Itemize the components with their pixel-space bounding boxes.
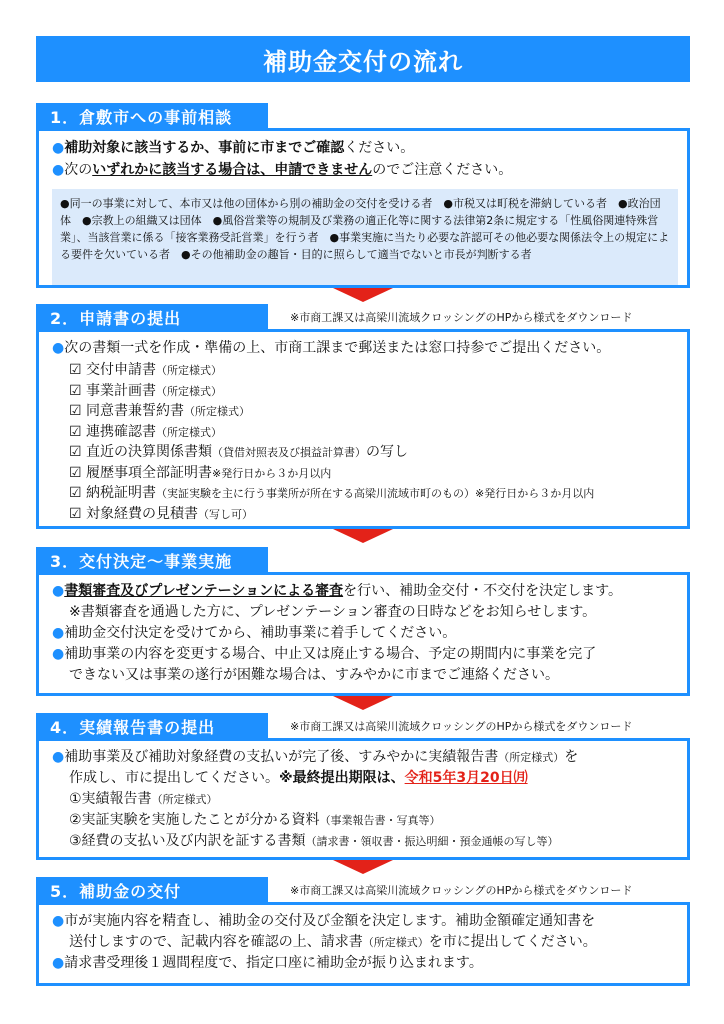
s5-line-1: [52, 911, 595, 931]
list-item: [69, 401, 250, 422]
s4-line-2: [69, 768, 528, 788]
s1-line-2-pre: 次の: [64, 162, 93, 178]
list-item-label: ☑ 事業計画書: [69, 382, 157, 399]
s3-line-1-bold: 書類審査及びプレゼンテーションによる審査: [64, 583, 344, 599]
list-item-sub: （所定様式）: [156, 364, 223, 377]
s3-line-2: ※書類審査を通過した方に、プレゼンテーション審査の日時などをお知らせします。: [69, 604, 597, 620]
s1-line-1-rest: ください。: [344, 140, 415, 156]
list-item-sub: （事業報告書・写真等）: [319, 814, 441, 827]
list-item-sub: （所定様式）: [184, 405, 251, 418]
s4-line-1-text: 補助事業及び補助対象経費の支払いが完了後、すみやかに実績報告書: [64, 749, 499, 765]
list-item-sub: （所定様式）: [151, 793, 218, 806]
list-item: [69, 360, 222, 381]
page-title: 補助金交付の流れ: [36, 36, 690, 82]
list-item-label: ☑ 交付申請書: [69, 362, 157, 378]
list-item: [69, 463, 331, 484]
bullet-icon: ●: [52, 583, 65, 599]
section-3-box: [36, 572, 690, 696]
s4-deadline-label: ※最終提出期限は、: [279, 770, 405, 786]
s4-deadline-date: 令和5年3月20日㈪: [404, 770, 528, 786]
list-item-label: ☑ 連携確認書: [69, 423, 157, 440]
s1-line-1: [52, 138, 414, 158]
s5-line-3: [52, 953, 483, 973]
section-3-heading: 3．交付決定～事業実施: [36, 547, 268, 573]
s5-line-1-text: 市が実施内容を精査し、補助金の交付及び金額を決定します。補助金額確定通知書を: [64, 913, 596, 929]
section-1-heading: 1．倉敷市への事前相談: [36, 103, 268, 129]
s4-line-2-text: 作成し、市に提出してください。: [69, 770, 279, 786]
bullet-icon: ●: [52, 646, 65, 662]
section-2-box: [36, 329, 690, 529]
s3-line-3-text: 補助金交付決定を受けてから、補助事業に着手してください。: [64, 625, 457, 641]
section-4-download-note: ※市商工課又は高梁川流域クロッシングのHPから様式をダウンロード: [290, 720, 633, 733]
bullet-icon: ●: [52, 955, 65, 971]
bullet-icon: ●: [52, 749, 65, 765]
list-item: [69, 442, 408, 463]
s4-line-1-tail: を: [564, 749, 579, 765]
bullet-icon: ●: [52, 340, 65, 356]
s3-line-1: [52, 581, 622, 601]
s5-line-2-tail: を市に提出してください。: [428, 934, 597, 950]
bullet-icon: ●: [52, 140, 65, 156]
bullet-icon: ●: [52, 913, 65, 929]
s4-line-1: [52, 747, 578, 768]
s2-intro: [52, 338, 610, 358]
list-item-sub: （写し可）: [198, 507, 254, 521]
down-arrow-icon: [333, 529, 393, 543]
list-item-sub: （請求書・領収書・振込明細・預金通帳の写し等）: [305, 835, 559, 848]
list-item-label: ①実績報告書: [69, 791, 152, 807]
list-item: [69, 810, 441, 831]
s3-line-4: [52, 644, 596, 664]
list-item-sub: （所定様式）: [156, 425, 223, 439]
s5-line-2-sub: （所定様式）: [362, 936, 429, 949]
s1-line-1-bold: 補助対象に該当するか、事前に市までご確認: [64, 140, 345, 156]
list-item: [69, 504, 253, 525]
down-arrow-icon: [333, 288, 393, 302]
section-2-download-note: ※市商工課又は高梁川流域クロッシングのHPから様式をダウンロード: [290, 311, 633, 324]
list-item-sub: （所定様式）: [156, 384, 223, 398]
section-5-box: [36, 902, 690, 986]
list-item-label: ☑ 対象経費の見積書: [69, 505, 199, 522]
list-item: [69, 422, 222, 443]
s1-line-2-rest: のでご注意ください。: [372, 162, 513, 178]
s3-line-3: [52, 623, 456, 643]
list-item: [69, 381, 222, 402]
list-item-tail: の写し: [366, 444, 409, 460]
list-item-sub: （貸借対照表及び損益計算書）: [212, 446, 367, 459]
list-item: [69, 831, 559, 852]
s3-line-5: できない又は事業の遂行が困難な場合は、すみやかに市までご連絡ください。: [69, 667, 559, 683]
s5-line-2-text: 送付しますので、記載内容を確認の上、請求書: [69, 934, 363, 950]
s3-line-1-rest: を行い、補助金交付・不交付を決定します。: [343, 583, 622, 599]
list-item-label: ☑ 納税証明書: [69, 485, 157, 501]
list-item: [69, 483, 594, 504]
section-4-box: [36, 738, 690, 860]
section-4-heading: 4．実績報告書の提出: [36, 713, 268, 739]
section-5-heading: 5．補助金の交付: [36, 877, 268, 903]
bullet-icon: ●: [52, 162, 65, 178]
s4-line-1-sub: （所定様式）: [498, 751, 565, 764]
section-5-download-note: ※市商工課又は高梁川流域クロッシングのHPから様式をダウンロード: [290, 884, 633, 897]
list-item-label: ☑ 直近の決算関係書類: [69, 444, 213, 460]
list-item-label: ☑ 履歴事項全部証明書: [69, 464, 213, 481]
s2-intro-text: 次の書類一式を作成・準備の上、市商工課まで郵送または窓口持参でご提出ください。: [64, 340, 611, 356]
down-arrow-icon: [333, 860, 393, 874]
s1-line-2: [52, 160, 512, 180]
s5-line-3-text: 請求書受理後１週間程度で、指定口座に補助金が振り込まれます。: [64, 955, 483, 971]
down-arrow-icon: [333, 696, 393, 710]
list-item: [69, 789, 218, 810]
s3-line-4-text: 補助事業の内容を変更する場合、中止又は廃止する場合、予定の期間内に事業を完了: [64, 646, 597, 662]
list-item-label: ☑ 同意書兼誓約書: [69, 403, 185, 419]
s5-line-2: [69, 932, 597, 953]
list-item-label: ②実証実験を実施したことが分かる資料: [69, 812, 320, 828]
s1-line-2-bold: いずれかに該当する場合は、申請できません: [92, 162, 373, 178]
section-1-box: [36, 128, 690, 288]
bullet-icon: ●: [52, 625, 65, 641]
list-item-sub: ※発行日から３か月以内: [212, 466, 332, 480]
list-item-sub: （実証実験を主に行う事業所が所在する高梁川流域市町のもの）※発行日から３か月以内: [156, 487, 595, 500]
ineligibility-note: ●同一の事業に対して、本市又は他の団体から別の補助金の交付を受ける者 ●市税又は町税を滞納している者 ●政治団体 ●宗教上の組織又は団体 ●風俗営業等の規制及び業務の適正化等に関する法律第2条に規定する「性風俗関連特殊営業」、当該営業に係る「接客業務受託営業」を行う者 ●事業実施に当たり必要な許認可その他必要な関係法令上の規定による要件を欠いている者 ●その他補助金の趣旨・目的に照らして適当でないと市長が判断する者: [52, 189, 678, 285]
list-item-label: ③経費の支払い及び内訳を証する書類: [69, 833, 306, 849]
section-2-heading: 2．申請書の提出: [36, 304, 268, 330]
